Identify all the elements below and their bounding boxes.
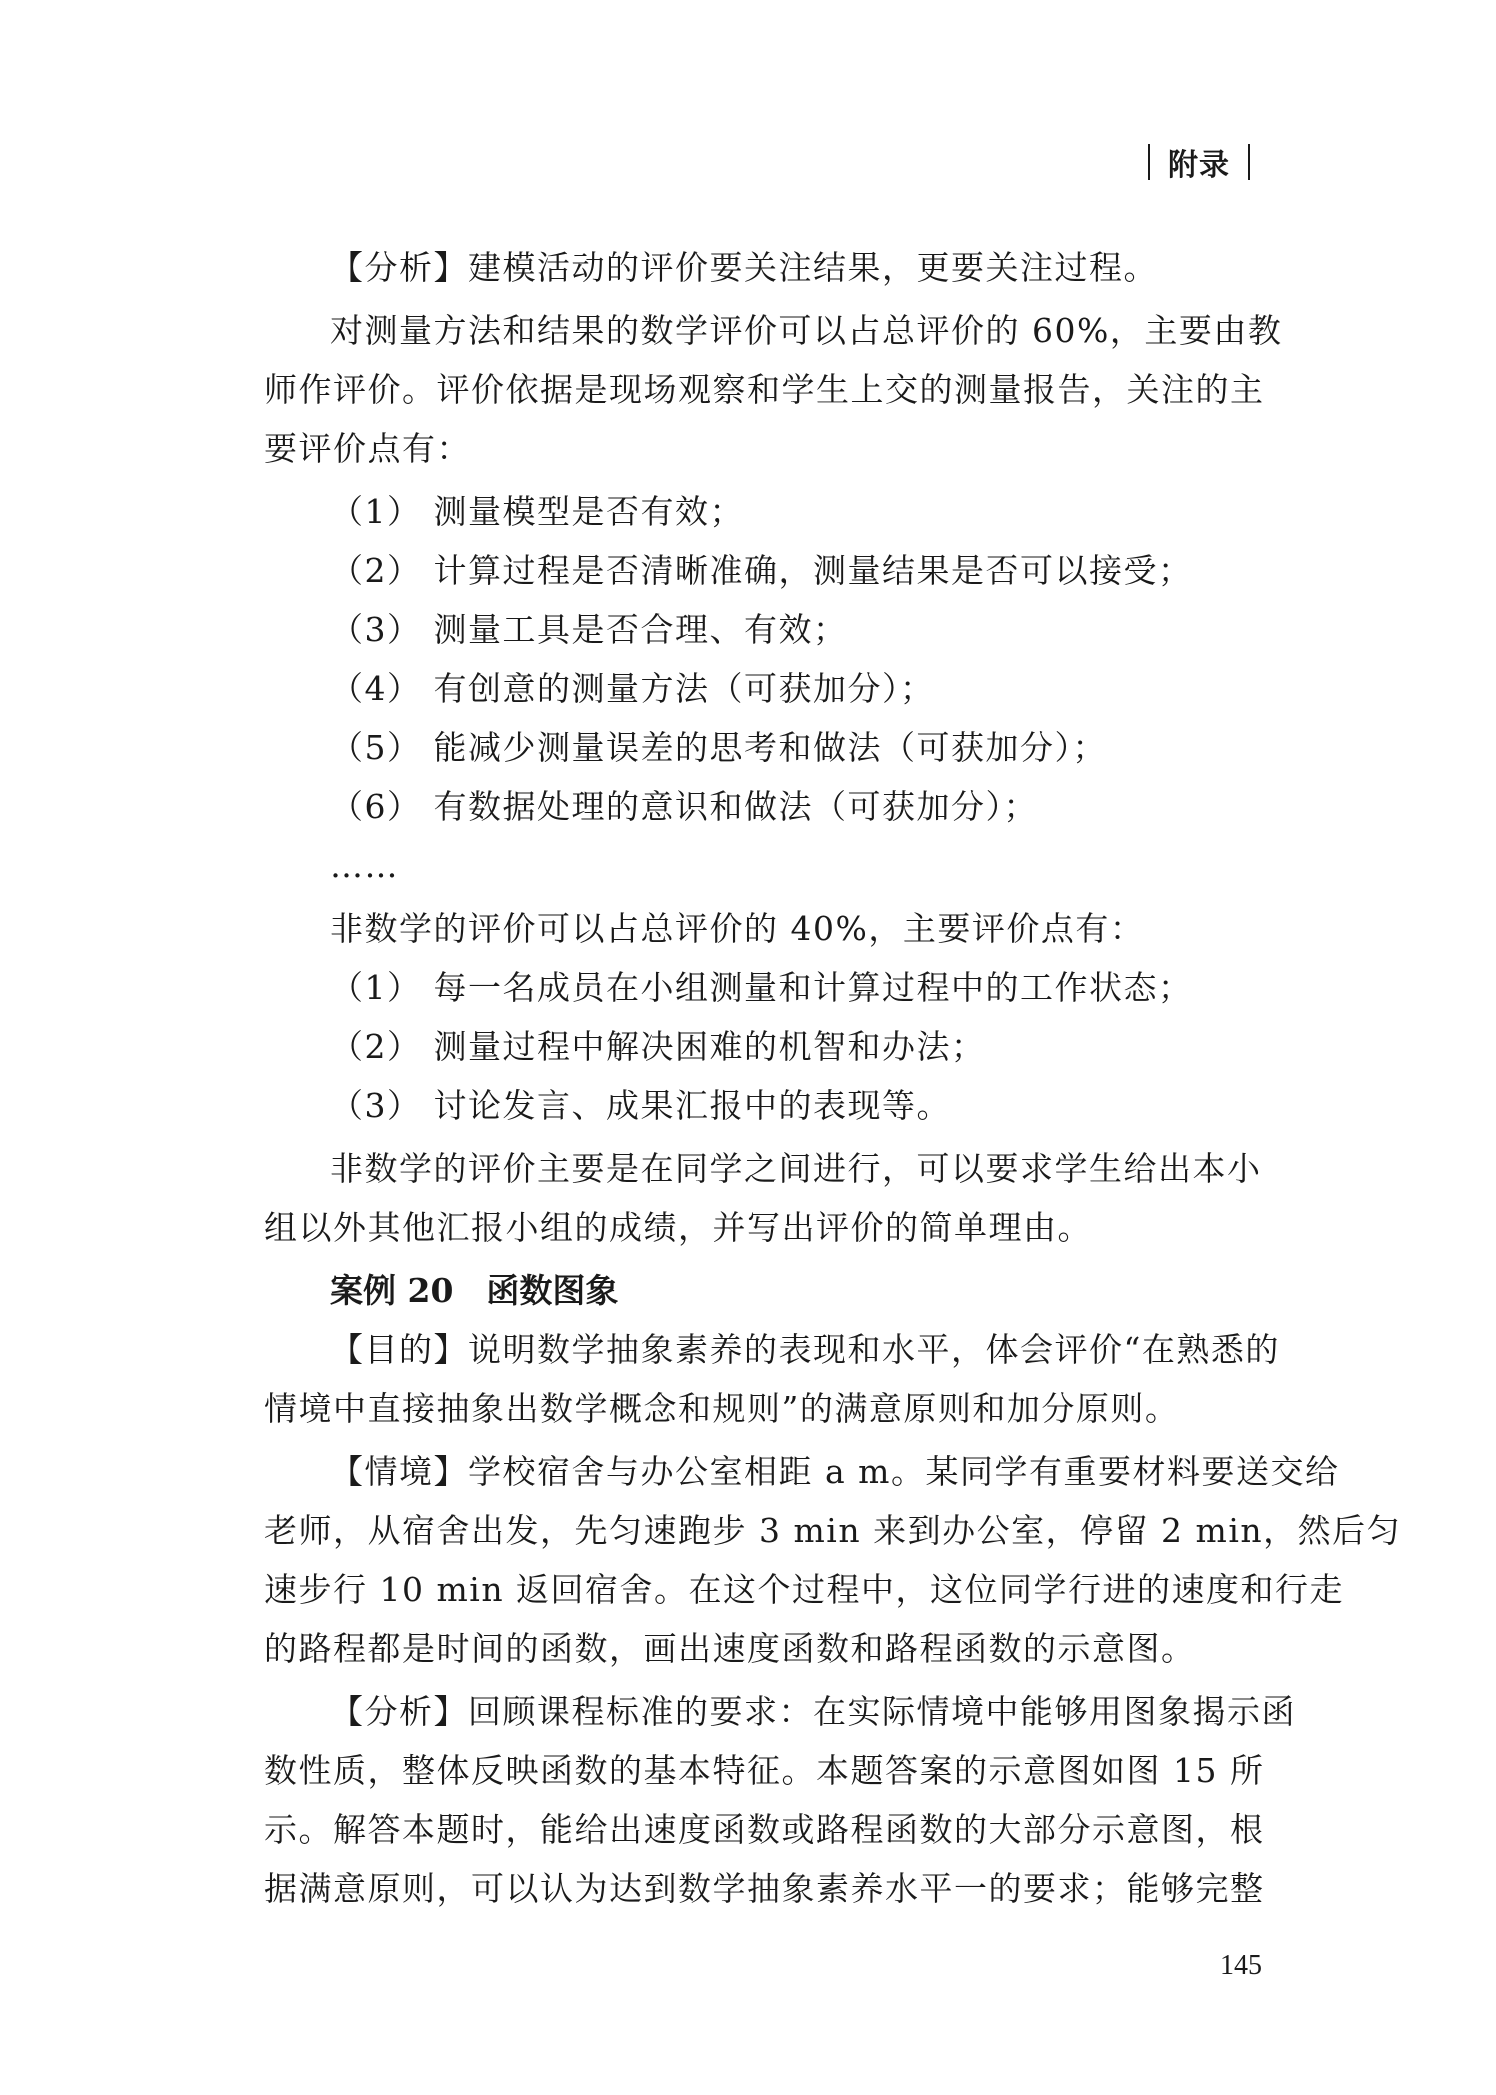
purpose-line-1: 【目的】说明数学抽象素养的表现和水平，体会评价“在熟悉的 (330, 1330, 1280, 1369)
math-eval-line-3: 要评价点有： (264, 429, 471, 468)
nonmath-summary-line-1: 非数学的评价主要是在同学之间进行，可以要求学生给出本小 (330, 1149, 1262, 1188)
running-header (1130, 140, 1268, 184)
list-item-2: （2） 计算过程是否清晰准确，测量结果是否可以接受； (330, 551, 1193, 590)
header-divider-right (1248, 144, 1250, 180)
analysis-line-1: 【分析】建模活动的评价要关注结果，更要关注过程。 (330, 248, 1158, 287)
situation-line-4: 的路程都是时间的函数，画出速度函数和路程函数的示意图。 (264, 1629, 1196, 1668)
nonmath-item-3: （3） 讨论发言、成果汇报中的表现等。 (330, 1086, 951, 1125)
body-text (264, 238, 1402, 1918)
analysis2-line-3: 示。解答本题时，能给出速度函数或路程函数的大部分示意图，根 (264, 1810, 1265, 1849)
analysis2-line-2: 数性质，整体反映函数的基本特征。本题答案的示意图如图 15 所 (264, 1751, 1265, 1790)
situation-line-1: 【情境】学校宿舍与办公室相距 a m。某同学有重要材料要送交给 (330, 1452, 1340, 1491)
nonmath-eval-line: 非数学的评价可以占总评价的 40%，主要评价点有： (330, 909, 1145, 948)
header-divider-left (1148, 144, 1150, 180)
list-item-3: （3） 测量工具是否合理、有效； (330, 610, 848, 649)
header-section-title: 附录 (1168, 148, 1230, 183)
list-item-1: （1） 测量模型是否有效； (330, 492, 744, 531)
nonmath-summary-line-2: 组以外其他汇报小组的成绩，并写出评价的简单理由。 (264, 1208, 1092, 1247)
situation-line-3: 速步行 10 min 返回宿舍。在这个过程中，这位同学行进的速度和行走 (264, 1570, 1345, 1609)
analysis2-line-1: 【分析】回顾课程标准的要求：在实际情境中能够用图象揭示函 (330, 1692, 1296, 1731)
nonmath-item-1: （1） 每一名成员在小组测量和计算过程中的工作状态； (330, 968, 1193, 1007)
list-item-6: （6） 有数据处理的意识和做法（可获加分）； (330, 787, 1038, 826)
situation-line-2: 老师，从宿舍出发，先匀速跑步 3 min 来到办公室，停留 2 min，然后匀 (264, 1511, 1402, 1550)
purpose-line-2: 情境中直接抽象出数学概念和规则”的满意原则和加分原则。 (264, 1389, 1180, 1428)
math-eval-line-2: 师作评价。评价依据是现场观察和学生上交的测量报告，关注的主 (264, 370, 1265, 409)
page-number: 145 (1220, 1950, 1262, 1981)
case-heading: 案例 20 函数图象 (330, 1271, 619, 1310)
list-item-4: （4） 有创意的测量方法（可获加分）； (330, 669, 935, 708)
list-ellipsis: …… (330, 846, 399, 885)
analysis2-line-4: 据满意原则，可以认为达到数学抽象素养水平一的要求；能够完整 (264, 1869, 1265, 1908)
nonmath-item-2: （2） 测量过程中解决困难的机智和办法； (330, 1027, 986, 1066)
math-eval-line-1: 对测量方法和结果的数学评价可以占总评价的 60%，主要由教 (330, 311, 1283, 350)
list-item-5: （5） 能减少测量误差的思考和做法（可获加分）； (330, 728, 1107, 767)
